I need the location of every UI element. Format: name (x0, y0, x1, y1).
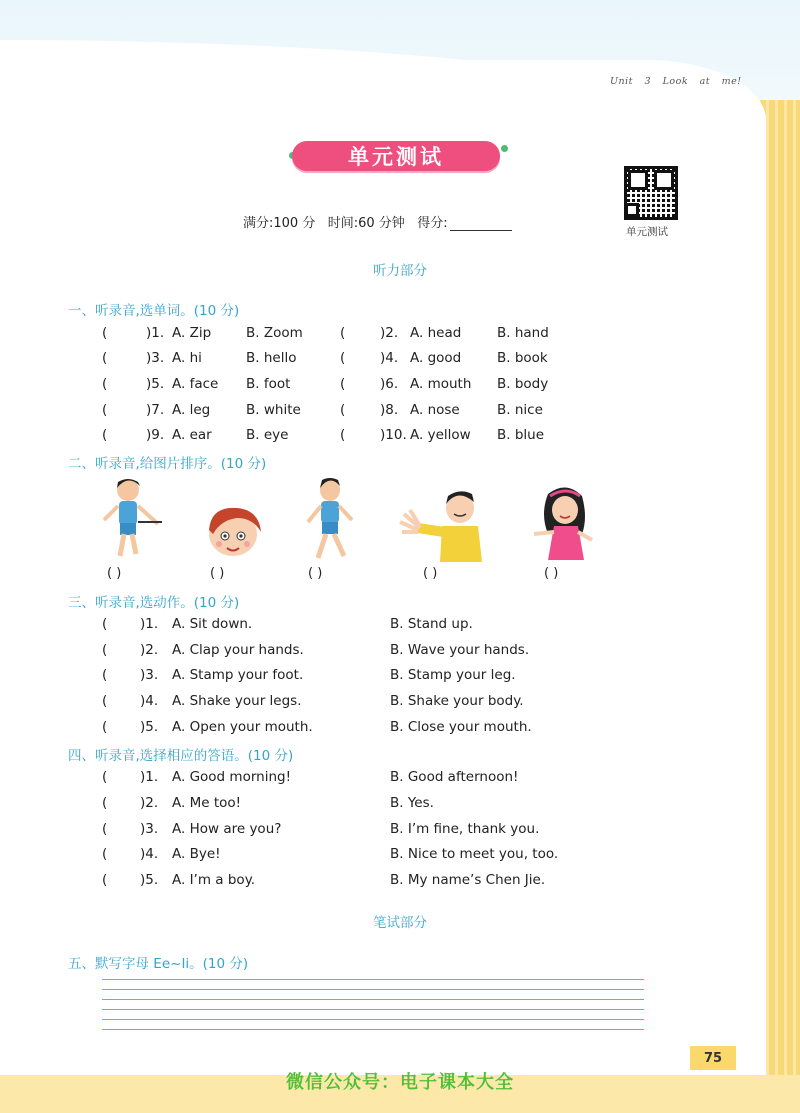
q2-blank-4[interactable]: ( ) (423, 566, 438, 581)
writing-line (102, 980, 644, 990)
question-number: )8. (380, 402, 399, 418)
answer-paren[interactable]: ( (102, 769, 108, 785)
boy-face-picture (203, 504, 265, 560)
question-number: )4. (380, 350, 399, 366)
question-number: )1. (140, 769, 159, 785)
qr-code-corner (625, 203, 639, 217)
header-unit: Unit 3 (610, 76, 652, 87)
option-a[interactable]: A. hi (172, 350, 202, 366)
option-b[interactable]: B. Stand up. (390, 616, 473, 632)
question-number: )5. (140, 719, 159, 735)
option-b[interactable]: B. eye (246, 427, 289, 443)
option-a[interactable]: A. How are you? (172, 821, 282, 837)
option-a[interactable]: A. mouth (410, 376, 472, 392)
option-b[interactable]: B. Zoom (246, 325, 303, 341)
answer-paren[interactable]: ( (102, 616, 108, 632)
question-number: )10. (380, 427, 407, 443)
question-number: )2. (140, 642, 159, 658)
header-lesson: Look at me! (662, 76, 742, 87)
score-label: 得分: (417, 216, 448, 231)
writing-line (102, 1010, 644, 1020)
question-number: )3. (140, 667, 159, 683)
answer-paren[interactable]: ( (102, 642, 108, 658)
unit-test-banner: 单元测试 (292, 141, 500, 171)
question-number: )7. (146, 402, 165, 418)
running-header (610, 76, 742, 87)
page-number: 75 (690, 1046, 736, 1070)
option-b[interactable]: B. Good afternoon! (390, 769, 519, 785)
option-b[interactable]: B. My name’s Chen Jie. (390, 872, 546, 888)
answer-paren[interactable]: ( (102, 872, 108, 888)
score-blank[interactable] (450, 217, 512, 231)
answer-paren[interactable]: ( (102, 719, 108, 735)
question-number: )6. (380, 376, 399, 392)
question-number: )2. (140, 795, 159, 811)
question-number: )5. (146, 376, 165, 392)
option-a[interactable]: A. Sit down. (172, 616, 253, 632)
question-number: )1. (146, 325, 165, 341)
option-a[interactable]: A. I’m a boy. (172, 872, 256, 888)
writing-line (102, 990, 644, 1000)
answer-paren[interactable]: ( (340, 376, 346, 392)
answer-paren[interactable]: ( (102, 402, 108, 418)
writing-line (102, 1020, 644, 1030)
writing-section-title: 笔试部分 (373, 915, 427, 931)
answer-paren[interactable]: ( (340, 427, 346, 443)
score-info (243, 212, 512, 231)
option-a[interactable]: A. Good morning! (172, 769, 291, 785)
handwriting-lines[interactable] (102, 972, 644, 1030)
answer-paren[interactable]: ( (102, 846, 108, 862)
answer-paren[interactable]: ( (102, 325, 108, 341)
option-b[interactable]: B. hand (497, 325, 549, 341)
qr-code-label: 单元测试 (626, 226, 668, 238)
watermark-text: 微信公众号：电子课本大全 (286, 1072, 514, 1093)
writing-line (102, 972, 644, 980)
q5-title: 五、默写字母 Ee~Ii。(10 分) (68, 956, 249, 972)
answer-paren[interactable]: ( (102, 350, 108, 366)
option-b[interactable]: B. blue (497, 427, 545, 443)
option-b[interactable]: B. Nice to meet you, too. (390, 846, 559, 862)
question-number: )3. (146, 350, 165, 366)
option-a[interactable]: A. leg (172, 402, 211, 418)
q1-title: 一、听录音,选单词。(10 分) (68, 303, 240, 319)
option-b[interactable]: B. book (497, 350, 548, 366)
answer-paren[interactable]: ( (340, 402, 346, 418)
listening-section-title: 听力部分 (373, 263, 427, 279)
option-b[interactable]: B. foot (246, 376, 291, 392)
answer-paren[interactable]: ( (340, 325, 346, 341)
option-a[interactable]: A. Clap your hands. (172, 642, 304, 658)
boy-standing-picture (300, 476, 360, 564)
boy-playing-picture (98, 476, 164, 562)
q4-title: 四、听录音,选择相应的答语。(10 分) (68, 748, 294, 764)
option-a[interactable]: A. face (172, 376, 219, 392)
option-b[interactable]: B. Stamp your leg. (390, 667, 516, 683)
option-a[interactable]: A. Stamp your foot. (172, 667, 304, 683)
option-a[interactable]: A. Me too! (172, 795, 242, 811)
q2-blank-5[interactable]: ( ) (544, 566, 559, 581)
option-a[interactable]: A. Shake your legs. (172, 693, 302, 709)
answer-paren[interactable]: ( (102, 795, 108, 811)
option-b[interactable]: B. nice (497, 402, 543, 418)
boy-waving-picture (398, 486, 490, 562)
answer-paren[interactable]: ( (102, 427, 108, 443)
question-number: )9. (146, 427, 165, 443)
option-b[interactable]: B. white (246, 402, 301, 418)
time-limit: 时间:60 分钟 (327, 216, 405, 231)
question-number: )4. (140, 693, 159, 709)
q2-pictures (0, 476, 800, 586)
question-number: )1. (140, 616, 159, 632)
question-number: )3. (140, 821, 159, 837)
option-a[interactable]: A. Bye! (172, 846, 221, 862)
option-a[interactable]: A. Open your mouth. (172, 719, 313, 735)
option-a[interactable]: A. good (410, 350, 462, 366)
full-score: 满分:100 分 (243, 216, 316, 231)
question-number: )5. (140, 872, 159, 888)
question-number: )4. (140, 846, 159, 862)
option-b[interactable]: B. body (497, 376, 549, 392)
option-a[interactable]: A. ear (172, 427, 212, 443)
question-number: )2. (380, 325, 399, 341)
option-a[interactable]: A. Zip (172, 325, 212, 341)
option-b[interactable]: B. Yes. (390, 795, 434, 811)
option-b[interactable]: B. Close your mouth. (390, 719, 532, 735)
answer-paren[interactable]: ( (102, 821, 108, 837)
book-page-edges (760, 100, 800, 1113)
q3-title: 三、听录音,选动作。(10 分) (68, 595, 240, 611)
decor-dot-green-right (501, 145, 508, 152)
answer-paren[interactable]: ( (102, 667, 108, 683)
option-a[interactable]: A. head (410, 325, 462, 341)
q2-blank-2[interactable]: ( ) (210, 566, 225, 581)
answer-paren[interactable]: ( (102, 376, 108, 392)
answer-paren[interactable]: ( (102, 693, 108, 709)
option-b[interactable]: B. hello (246, 350, 297, 366)
q2-blank-3[interactable]: ( ) (308, 566, 323, 581)
option-b[interactable]: B. Shake your body. (390, 693, 524, 709)
option-a[interactable]: A. yellow (410, 427, 471, 443)
option-a[interactable]: A. nose (410, 402, 460, 418)
answer-paren[interactable]: ( (340, 350, 346, 366)
q2-title: 二、听录音,给图片排序。(10 分) (68, 456, 267, 472)
q2-blank-1[interactable]: ( ) (107, 566, 122, 581)
option-b[interactable]: B. I’m fine, thank you. (390, 821, 540, 837)
girl-picture (526, 484, 598, 564)
writing-line (102, 1000, 644, 1010)
option-b[interactable]: B. Wave your hands. (390, 642, 530, 658)
